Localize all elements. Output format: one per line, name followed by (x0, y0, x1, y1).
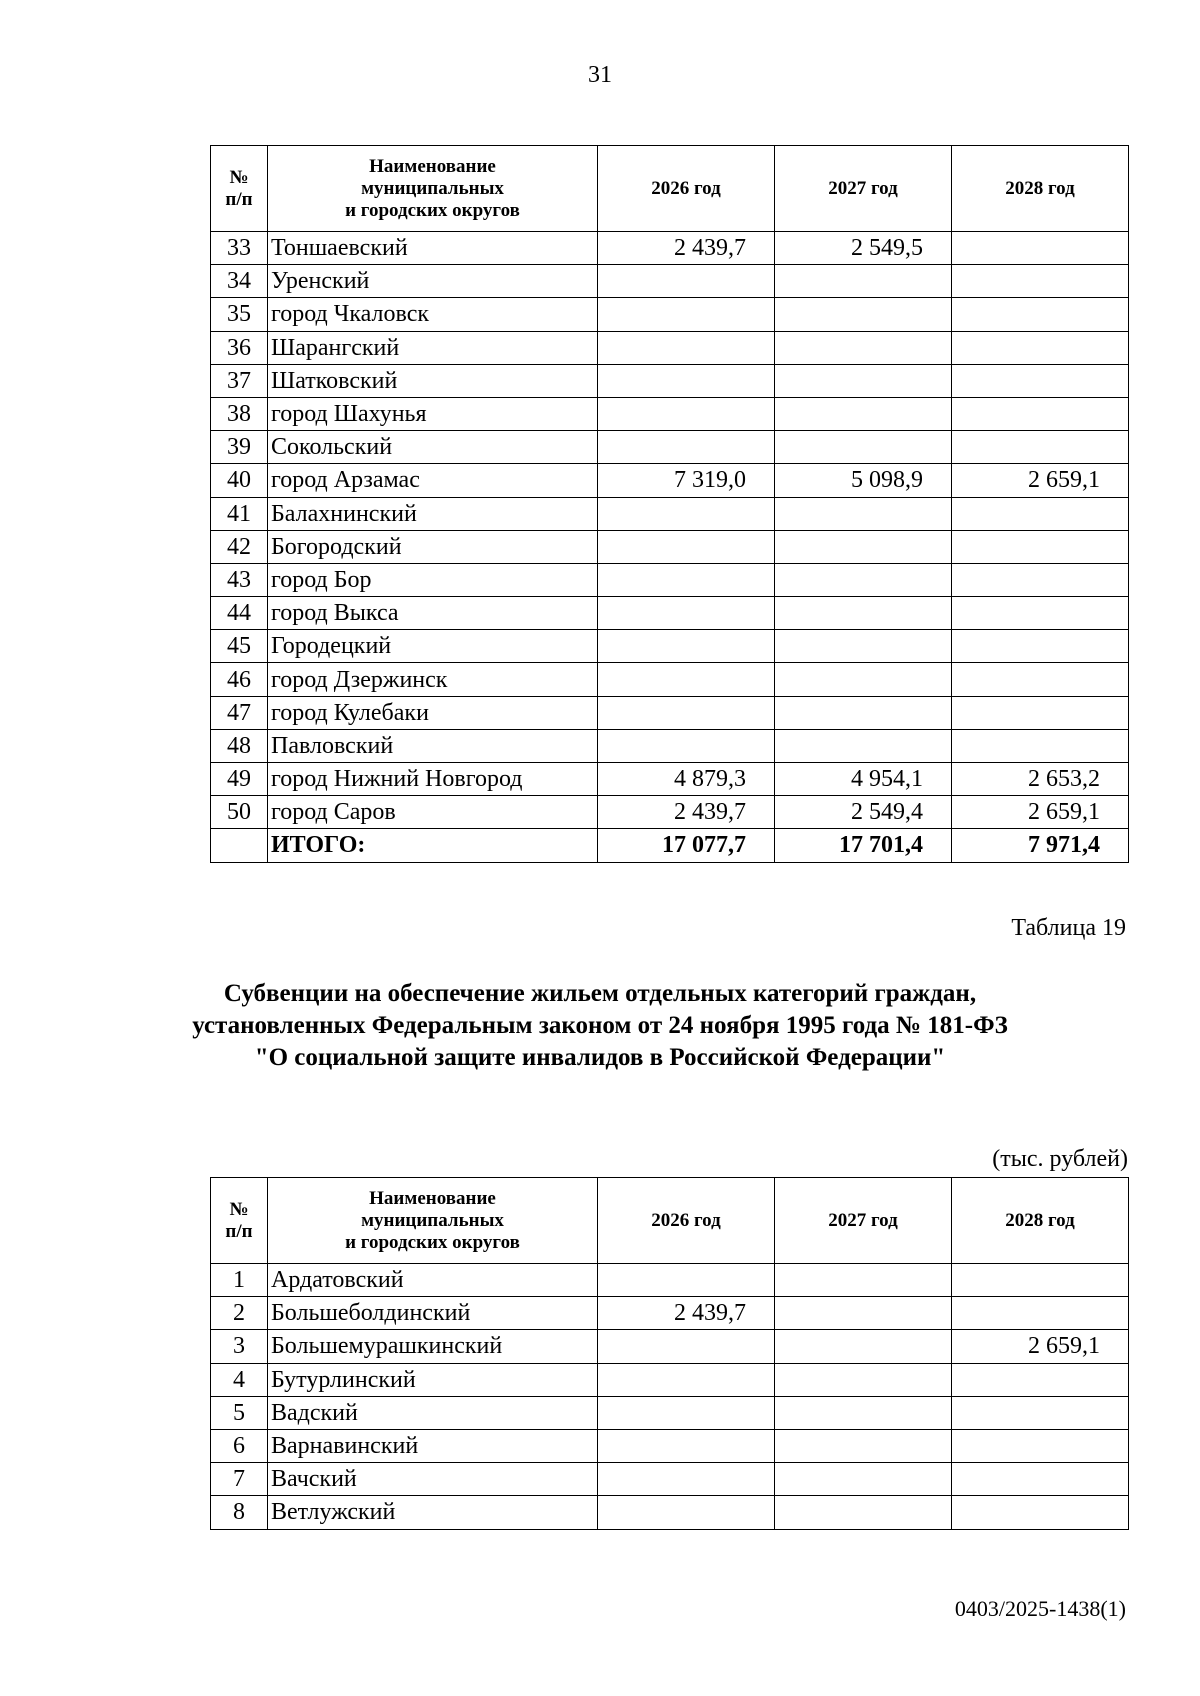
row-number-cell: 39 (211, 431, 268, 464)
row-number-cell: 50 (211, 796, 268, 829)
table-row (211, 597, 1129, 630)
district-name-cell: Большеболдинский (268, 1297, 598, 1330)
row-number-cell: 5 (211, 1396, 268, 1429)
row-number-cell: 47 (211, 696, 268, 729)
district-name-cell: Павловский (268, 729, 598, 762)
value-2028-cell: 2 659,1 (952, 1330, 1129, 1363)
value-2026-cell: 2 439,7 (598, 1297, 775, 1330)
value-2026-cell (598, 1396, 775, 1429)
district-name-cell: Ардатовский (268, 1264, 598, 1297)
value-2027-cell (775, 1297, 952, 1330)
table-header-row (211, 1178, 1129, 1264)
district-name-cell: Тоншаевский (268, 232, 598, 265)
value-2026-cell (598, 364, 775, 397)
district-name-cell: Уренский (268, 265, 598, 298)
district-name-cell: город Выкса (268, 597, 598, 630)
column-header: № п/п (211, 1178, 268, 1264)
value-2026-cell (598, 497, 775, 530)
value-2027-cell (775, 1330, 952, 1363)
value-2026-cell (598, 597, 775, 630)
table-row (211, 563, 1129, 596)
value-2028-cell (952, 1297, 1129, 1330)
value-2027-cell (775, 298, 952, 331)
district-name-cell: город Саров (268, 796, 598, 829)
row-number-cell: 38 (211, 397, 268, 430)
district-name-cell: город Бор (268, 563, 598, 596)
value-2027-cell (775, 663, 952, 696)
row-number-cell: 36 (211, 331, 268, 364)
table-row (211, 530, 1129, 563)
value-2028-cell (952, 364, 1129, 397)
value-2026-cell (598, 431, 775, 464)
value-2027-cell: 5 098,9 (775, 464, 952, 497)
table-row (211, 663, 1129, 696)
table-row (211, 696, 1129, 729)
value-2026-cell (598, 663, 775, 696)
value-2027-cell (775, 630, 952, 663)
value-2028-cell (952, 232, 1129, 265)
value-2026-cell (598, 1330, 775, 1363)
district-name-cell: Вадский (268, 1396, 598, 1429)
column-header: 2026 год (598, 146, 775, 232)
column-header: 2027 год (775, 146, 952, 232)
row-number-cell (211, 829, 268, 862)
table-row (211, 497, 1129, 530)
table-row (211, 331, 1129, 364)
table-row (211, 630, 1129, 663)
value-2026-cell: 2 439,7 (598, 232, 775, 265)
district-name-cell: Шарангский (268, 331, 598, 364)
column-header: 2028 год (952, 146, 1129, 232)
value-2027-cell: 2 549,5 (775, 232, 952, 265)
column-header: Наименование муниципальных и городских округов (268, 146, 598, 232)
table-row (211, 1496, 1129, 1529)
row-number-cell: 7 (211, 1463, 268, 1496)
value-2027-cell (775, 331, 952, 364)
value-2027-cell (775, 497, 952, 530)
district-name-cell: Богородский (268, 530, 598, 563)
value-2027-cell (775, 1264, 952, 1297)
value-2026-cell (598, 630, 775, 663)
value-2028-cell (952, 1264, 1129, 1297)
value-2026-cell (598, 1496, 775, 1529)
column-header: 2028 год (952, 1178, 1129, 1264)
table-row (211, 397, 1129, 430)
value-2026-cell (598, 1463, 775, 1496)
value-2028-cell (952, 1496, 1129, 1529)
value-2028-cell (952, 331, 1129, 364)
value-2028-cell: 2 653,2 (952, 763, 1129, 796)
table-row (211, 232, 1129, 265)
value-2027-cell (775, 1396, 952, 1429)
row-number-cell: 2 (211, 1297, 268, 1330)
value-2027-cell (775, 364, 952, 397)
value-2028-cell: 2 659,1 (952, 796, 1129, 829)
value-2028-cell (952, 1429, 1129, 1462)
table-row (211, 464, 1129, 497)
table-header-row (211, 146, 1129, 232)
table-row (211, 364, 1129, 397)
row-number-cell: 45 (211, 630, 268, 663)
row-number-cell: 48 (211, 729, 268, 762)
value-2028-cell: 2 659,1 (952, 464, 1129, 497)
value-2027-cell (775, 729, 952, 762)
column-header: № п/п (211, 146, 268, 232)
value-2028-cell (952, 696, 1129, 729)
value-2026-cell (598, 563, 775, 596)
district-name-cell: город Шахунья (268, 397, 598, 430)
value-2027-cell: 17 701,4 (775, 829, 952, 862)
value-2028-cell (952, 630, 1129, 663)
value-2027-cell: 2 549,4 (775, 796, 952, 829)
document-code: 0403/2025-1438(1) (954, 1596, 1126, 1621)
district-name-cell: город Арзамас (268, 464, 598, 497)
subsidy-table-continued (210, 145, 1129, 863)
row-number-cell: 1 (211, 1264, 268, 1297)
value-2028-cell (952, 497, 1129, 530)
row-number-cell: 35 (211, 298, 268, 331)
units-label: (тыс. рублей) (992, 1146, 1128, 1172)
value-2026-cell (598, 331, 775, 364)
value-2026-cell (598, 729, 775, 762)
value-2026-cell: 17 077,7 (598, 829, 775, 862)
value-2027-cell (775, 563, 952, 596)
district-name-cell: город Дзержинск (268, 663, 598, 696)
value-2028-cell (952, 530, 1129, 563)
value-2026-cell (598, 298, 775, 331)
row-number-cell: 37 (211, 364, 268, 397)
table-row (211, 763, 1129, 796)
value-2026-cell: 7 319,0 (598, 464, 775, 497)
table-row (211, 796, 1129, 829)
value-2028-cell (952, 563, 1129, 596)
value-2027-cell (775, 431, 952, 464)
page-number: 31 (588, 62, 612, 88)
row-number-cell: 42 (211, 530, 268, 563)
district-name-cell: город Нижний Новгород (268, 763, 598, 796)
value-2026-cell (598, 1363, 775, 1396)
value-2027-cell (775, 696, 952, 729)
row-number-cell: 41 (211, 497, 268, 530)
row-number-cell: 43 (211, 563, 268, 596)
value-2027-cell (775, 1496, 952, 1529)
table-label: Таблица 19 (1011, 915, 1126, 941)
value-2026-cell (598, 1429, 775, 1462)
value-2028-cell (952, 1463, 1129, 1496)
district-name-cell: город Чкаловск (268, 298, 598, 331)
value-2026-cell: 2 439,7 (598, 796, 775, 829)
table-row (211, 1297, 1129, 1330)
row-number-cell: 34 (211, 265, 268, 298)
value-2027-cell (775, 397, 952, 430)
district-name-cell: Варнавинский (268, 1429, 598, 1462)
table-row (211, 1264, 1129, 1297)
column-header: 2027 год (775, 1178, 952, 1264)
column-header: 2026 год (598, 1178, 775, 1264)
column-header: Наименование муниципальных и городских округов (268, 1178, 598, 1264)
row-number-cell: 33 (211, 232, 268, 265)
row-number-cell: 8 (211, 1496, 268, 1529)
value-2028-cell (952, 1396, 1129, 1429)
value-2026-cell: 4 879,3 (598, 763, 775, 796)
district-name-cell: Большемурашкинский (268, 1330, 598, 1363)
value-2027-cell (775, 1363, 952, 1396)
district-name-cell: Балахнинский (268, 497, 598, 530)
row-number-cell: 40 (211, 464, 268, 497)
table-row (211, 298, 1129, 331)
value-2027-cell: 4 954,1 (775, 763, 952, 796)
district-name-cell: ИТОГО: (268, 829, 598, 862)
table-row (211, 729, 1129, 762)
district-name-cell: Бутурлинский (268, 1363, 598, 1396)
value-2028-cell (952, 663, 1129, 696)
value-2028-cell (952, 729, 1129, 762)
district-name-cell: Вачский (268, 1463, 598, 1496)
value-2027-cell (775, 1429, 952, 1462)
subsidy-table-19 (210, 1177, 1129, 1530)
value-2028-cell (952, 597, 1129, 630)
row-number-cell: 49 (211, 763, 268, 796)
row-number-cell: 46 (211, 663, 268, 696)
table-row (211, 1363, 1129, 1396)
value-2028-cell (952, 265, 1129, 298)
value-2027-cell (775, 265, 952, 298)
district-name-cell: Ветлужский (268, 1496, 598, 1529)
table-row (211, 1396, 1129, 1429)
district-name-cell: Сокольский (268, 431, 598, 464)
value-2026-cell (598, 265, 775, 298)
value-2027-cell (775, 597, 952, 630)
value-2027-cell (775, 530, 952, 563)
value-2028-cell (952, 298, 1129, 331)
district-name-cell: город Кулебаки (268, 696, 598, 729)
value-2028-cell: 7 971,4 (952, 829, 1129, 862)
value-2028-cell (952, 1363, 1129, 1396)
value-2026-cell (598, 530, 775, 563)
table-row (211, 265, 1129, 298)
row-number-cell: 3 (211, 1330, 268, 1363)
table-title: Субвенции на обеспечение жильем отдельных категорий граждан, установленных Федеральным законом от 24 ноября 1995 года № 181-ФЗ "О социальной защите инвалидов в Российской Федерации" (192, 980, 1008, 1071)
value-2026-cell (598, 1264, 775, 1297)
district-name-cell: Городецкий (268, 630, 598, 663)
value-2026-cell (598, 397, 775, 430)
district-name-cell: Шатковский (268, 364, 598, 397)
value-2026-cell (598, 696, 775, 729)
table-row (211, 431, 1129, 464)
value-2028-cell (952, 431, 1129, 464)
value-2028-cell (952, 397, 1129, 430)
row-number-cell: 6 (211, 1429, 268, 1462)
table-row (211, 1429, 1129, 1462)
value-2027-cell (775, 1463, 952, 1496)
table-row (211, 1330, 1129, 1363)
table-row (211, 1463, 1129, 1496)
total-row (211, 829, 1129, 862)
row-number-cell: 44 (211, 597, 268, 630)
row-number-cell: 4 (211, 1363, 268, 1396)
